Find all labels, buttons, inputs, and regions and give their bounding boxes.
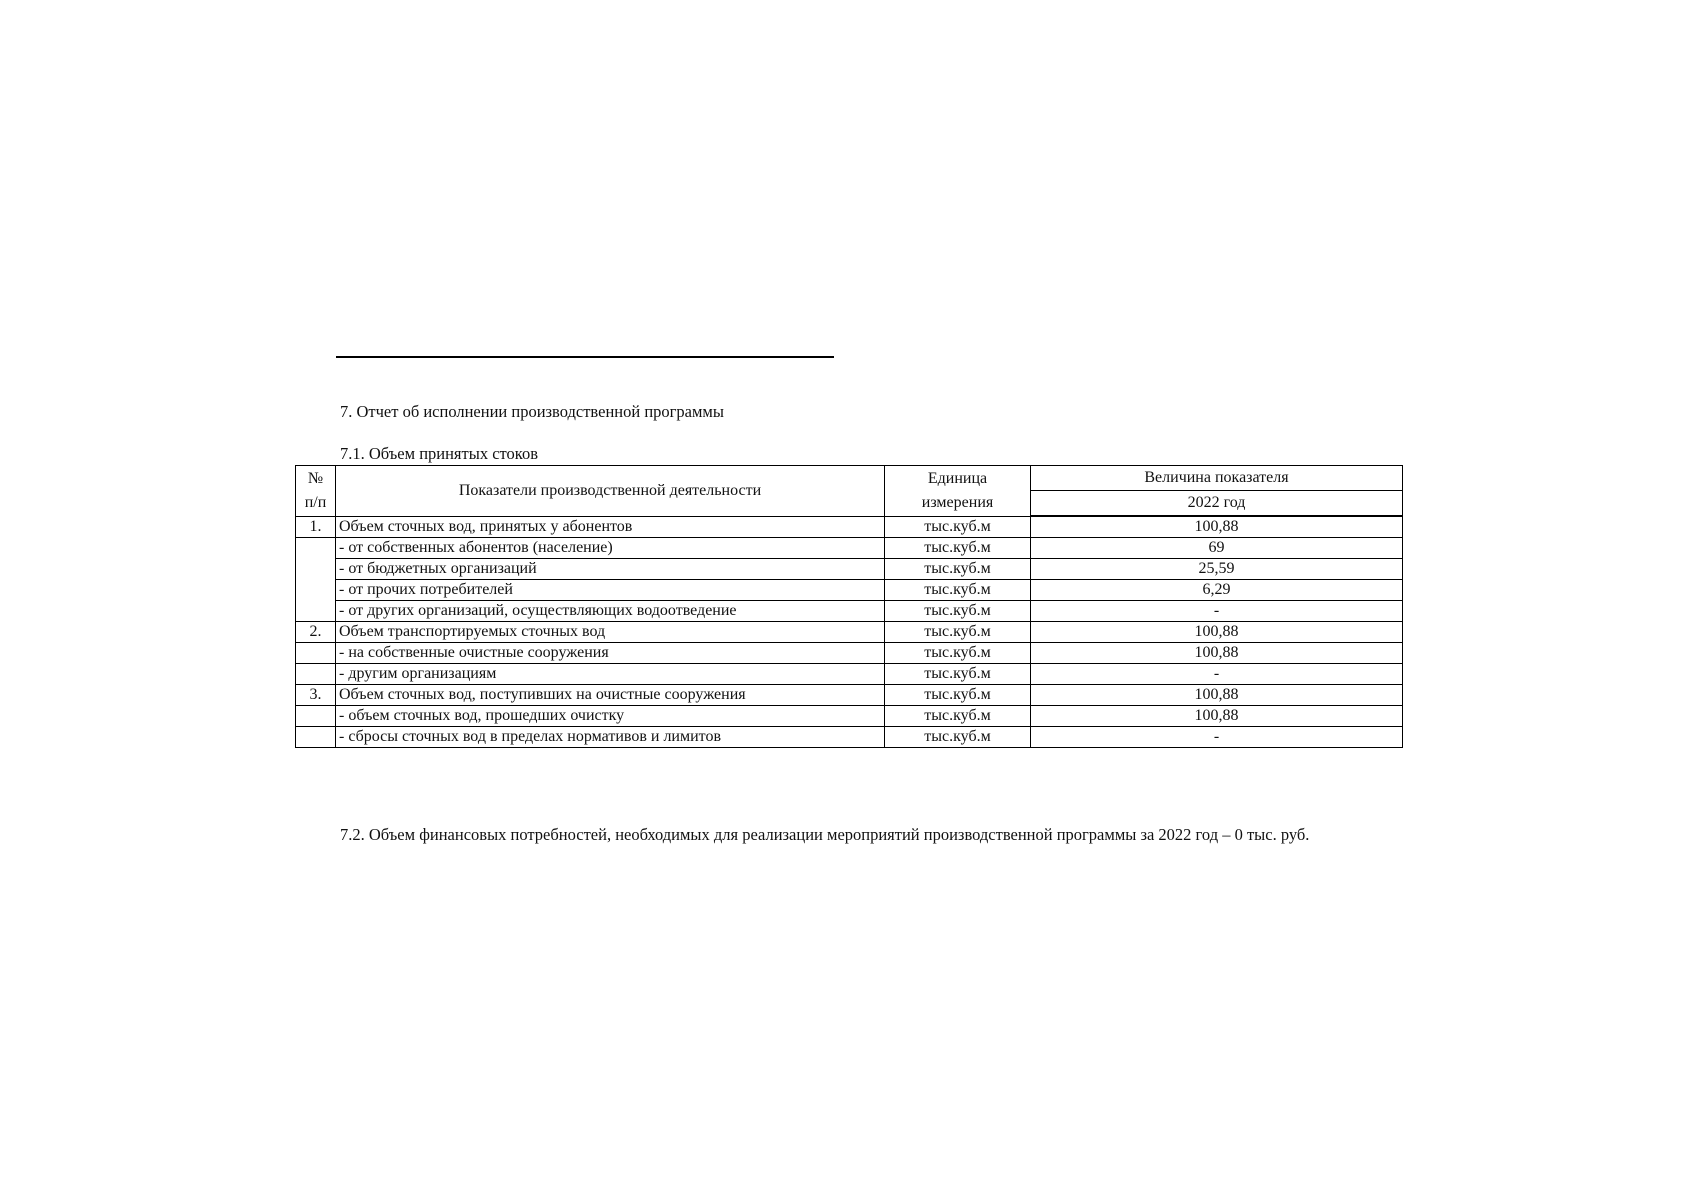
section-title: 7. Отчет об исполнении производственной программы (340, 402, 724, 421)
row-unit: тыс.куб.м (885, 601, 1031, 622)
row-indicator: Объем транспортируемых сточных вод (336, 622, 885, 643)
row-value: 100,88 (1031, 516, 1403, 538)
table-row (296, 664, 1403, 685)
header-unit-line2: измерения (921, 493, 994, 511)
row-value: 100,88 (1031, 622, 1403, 643)
table-body (296, 516, 1403, 748)
header-unit-line1: Единица (927, 469, 988, 487)
row-number (296, 643, 336, 664)
row-unit: тыс.куб.м (885, 727, 1031, 748)
row-value: - (1031, 664, 1403, 685)
header-value: Величина показателя (1031, 466, 1403, 491)
table-row (296, 643, 1403, 664)
row-unit: тыс.куб.м (885, 559, 1031, 580)
row-indicator: - другим организациям (336, 664, 885, 685)
row-value: 25,59 (1031, 559, 1403, 580)
row-unit: тыс.куб.м (885, 685, 1031, 706)
table-row (296, 727, 1403, 748)
header-number (296, 466, 336, 517)
row-indicator: - от собственных абонентов (население) (336, 538, 885, 559)
row-value: 100,88 (1031, 685, 1403, 706)
table-row (296, 601, 1403, 622)
table-row (296, 706, 1403, 727)
table-row (296, 559, 1403, 580)
row-unit: тыс.куб.м (885, 622, 1031, 643)
financial-needs-note: 7.2. Объем финансовых потребностей, необходимых для реализации мероприятий производственной программы за 2022 год – 0 тыс. руб. (340, 825, 1310, 844)
row-value: 100,88 (1031, 706, 1403, 727)
row-indicator: - от бюджетных организаций (336, 559, 885, 580)
row-unit: тыс.куб.м (885, 580, 1031, 601)
table-row (296, 538, 1403, 559)
table-row (296, 516, 1403, 538)
row-indicator: - сбросы сточных вод в пределах нормативов и лимитов (336, 727, 885, 748)
row-indicator: - от прочих потребителей (336, 580, 885, 601)
row-unit: тыс.куб.м (885, 516, 1031, 538)
header-unit (885, 466, 1031, 517)
top-divider-line (336, 356, 834, 358)
table-row (296, 685, 1403, 706)
row-indicator: - от других организаций, осуществляющих водоотведение (336, 601, 885, 622)
row-indicator: - на собственные очистные сооружения (336, 643, 885, 664)
subsection-title: 7.1. Объем принятых стоков (340, 444, 538, 463)
row-indicator: Объем сточных вод, принятых у абонентов (336, 516, 885, 538)
row-unit: тыс.куб.м (885, 706, 1031, 727)
row-number (296, 538, 336, 622)
header-number-line2: п/п (304, 493, 327, 511)
row-unit: тыс.куб.м (885, 664, 1031, 685)
row-number: 3. (296, 685, 336, 706)
row-value: - (1031, 601, 1403, 622)
row-value: 69 (1031, 538, 1403, 559)
row-unit: тыс.куб.м (885, 538, 1031, 559)
row-value: - (1031, 727, 1403, 748)
row-value: 6,29 (1031, 580, 1403, 601)
row-indicator: - объем сточных вод, прошедших очистку (336, 706, 885, 727)
header-year: 2022 год (1031, 491, 1403, 517)
row-number (296, 727, 336, 748)
row-number (296, 706, 336, 727)
row-number: 2. (296, 622, 336, 643)
header-indicator: Показатели производственной деятельности (336, 466, 885, 517)
received-wastewater-table (295, 465, 1403, 748)
row-number: 1. (296, 516, 336, 538)
row-number (296, 664, 336, 685)
table-row (296, 622, 1403, 643)
row-unit: тыс.куб.м (885, 643, 1031, 664)
table-header (296, 466, 1403, 517)
header-number-line1: № (307, 469, 324, 487)
row-indicator: Объем сточных вод, поступивших на очистные сооружения (336, 685, 885, 706)
row-value: 100,88 (1031, 643, 1403, 664)
table-row (296, 580, 1403, 601)
